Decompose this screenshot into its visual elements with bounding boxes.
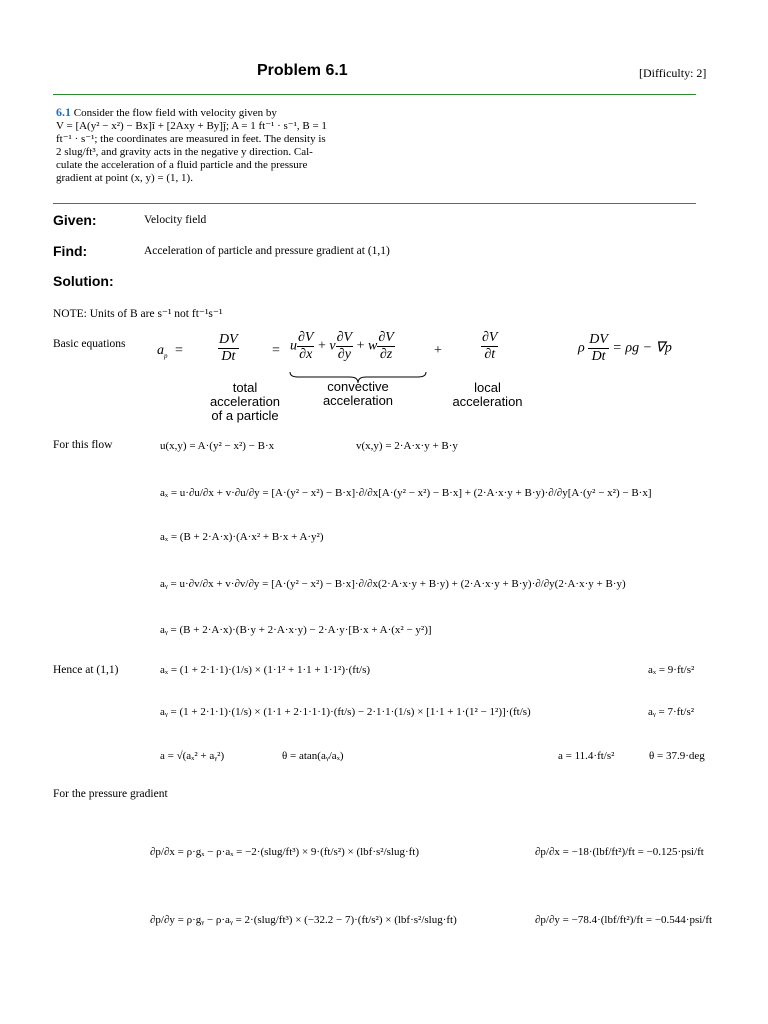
problem-line-2: V = [A(y² − x²) − Bx]î + [2Axy + By]ĵ; A = 1 ft⁻¹ · s⁻¹, B = 1 xyxy=(56,120,327,132)
find-label: Find: xyxy=(53,243,88,259)
local-term: $\frac{\partial V}{\partial t}$ xyxy=(482,330,498,362)
basic-equations-label: Basic equations xyxy=(53,338,126,350)
convective-acceleration-note: convective acceleration xyxy=(322,379,394,408)
problem-line-3: ft⁻¹ · s⁻¹; the coordinates are measured in feet. The density is xyxy=(56,133,326,145)
total-acceleration-note: total acceleration of a particle xyxy=(209,380,281,423)
magnitude-formula: a = √(aₓ² + aᵧ²) xyxy=(160,750,225,762)
ay-evaluation: aᵧ = (1 + 2·1·1)·(1/s) × (1·1 + 2·1·1·1)·(ft/s) − 2·1·1·(1/s) × [1·1 + 1·(1² − 1²)]·(ft/s) xyxy=(160,706,531,718)
problem-divider xyxy=(53,203,696,204)
ay-simplified: aᵧ = (B + 2·A·x)·(B·y + 2·A·x·y) − 2·A·y·[B·x + A·(x² − y²)] xyxy=(160,624,432,636)
page-title: Problem 6.1 xyxy=(257,62,348,79)
solution-label: Solution: xyxy=(53,273,114,289)
ax-simplified: aₓ = (B + 2·A·x)·(A·x² + B·x + A·y²) xyxy=(160,531,324,543)
v-velocity-equation: v(x,y) = 2·A·x·y + B·y xyxy=(356,440,458,452)
hence-label: Hence at (1,1) xyxy=(53,664,119,676)
problem-line-5: culate the acceleration of a fluid particle and the pressure xyxy=(56,159,308,171)
u-velocity-equation: u(x,y) = A·(y² − x²) − B·x xyxy=(160,440,275,452)
difficulty-label: [Difficulty: 2] xyxy=(639,66,707,80)
pressure-gradient-y: ∂p/∂y = ρ·gᵧ − ρ·aᵧ = 2·(slug/ft³) × (−32.2 − 7)·(ft/s²) × (lbf·s²/slug·ft) xyxy=(150,914,457,926)
find-text: Acceleration of particle and pressure gradient at (1,1) xyxy=(144,245,390,257)
pressure-gradient-x-result: ∂p/∂x = −18·(lbf/ft²)/ft = −0.125·psi/ft xyxy=(535,846,704,858)
angle-result: θ = 37.9·deg xyxy=(649,750,705,762)
pressure-gradient-label: For the pressure gradient xyxy=(53,788,168,800)
ax-evaluation: aₓ = (1 + 2·1·1)·(1/s) × (1·1² + 1·1 + 1·1²)·(ft/s) xyxy=(160,664,371,676)
ay-expansion: aᵧ = u·∂v/∂x + v·∂v/∂y = [A·(y² − x²) − B·x]·∂/∂x(2·A·x·y + B·y) + (2·A·x·y + B·y)·∂/∂y(2·A·x·y + B·y) xyxy=(160,578,626,590)
problem-line-6: gradient at point (x, y) = (1, 1). xyxy=(56,172,193,184)
ax-result: aₓ = 9·ft/s² xyxy=(648,664,695,676)
given-label: Given: xyxy=(53,212,97,228)
pressure-gradient-y-result: ∂p/∂y = −78.4·(lbf/ft²)/ft = −0.544·psi/ft xyxy=(535,914,713,926)
flow-label: For this flow xyxy=(53,439,113,451)
material-derivative: $\frac{DV}{Dt}$ xyxy=(219,332,238,364)
equals-sign: = xyxy=(272,343,280,358)
angle-formula: θ = atan(aᵧ/aₓ) xyxy=(282,750,344,762)
local-acceleration-note: local acceleration xyxy=(452,380,523,409)
problem-line-4: 2 slug/ft³, and gravity acts in the negative y direction. Cal- xyxy=(56,146,313,158)
pressure-gradient-x: ∂p/∂x = ρ·gₓ − ρ·aₓ = −2·(slug/ft³) × 9·(ft/s²) × (lbf·s²/slug·ft) xyxy=(150,846,420,858)
particle-acceleration-symbol: $a_p$ = xyxy=(157,343,183,360)
convective-terms: u $\frac{\partial V}{\partial x}$ + v $\frac{\partial V}{\partial y}$ + w $\frac{\partial V}{\partial z}$ xyxy=(290,330,394,362)
top-divider xyxy=(53,94,696,95)
ax-expansion: aₓ = u·∂u/∂x + v·∂u/∂y = [A·(y² − x²) − B·x]·∂/∂x[A·(y² − x²) − B·x] + (2·A·x·y + B·y)·∂/∂y[A·(y² − x²) − B·x] xyxy=(160,487,652,499)
problem-line-1: Consider the flow field with velocity given by xyxy=(73,107,277,119)
magnitude-result: a = 11.4·ft/s² xyxy=(558,750,615,762)
plus-sign: + xyxy=(434,343,442,358)
problem-statement xyxy=(56,106,327,185)
ay-result: aᵧ = 7·ft/s² xyxy=(648,706,695,718)
problem-number: 6.1 xyxy=(56,105,71,119)
given-text: Velocity field xyxy=(144,214,207,226)
units-note: NOTE: Units of B are s⁻¹ not ft⁻¹s⁻¹ xyxy=(53,308,223,320)
euler-equation: ρ $\frac{DV}{Dt}$ = ρg − ∇p xyxy=(578,332,672,364)
